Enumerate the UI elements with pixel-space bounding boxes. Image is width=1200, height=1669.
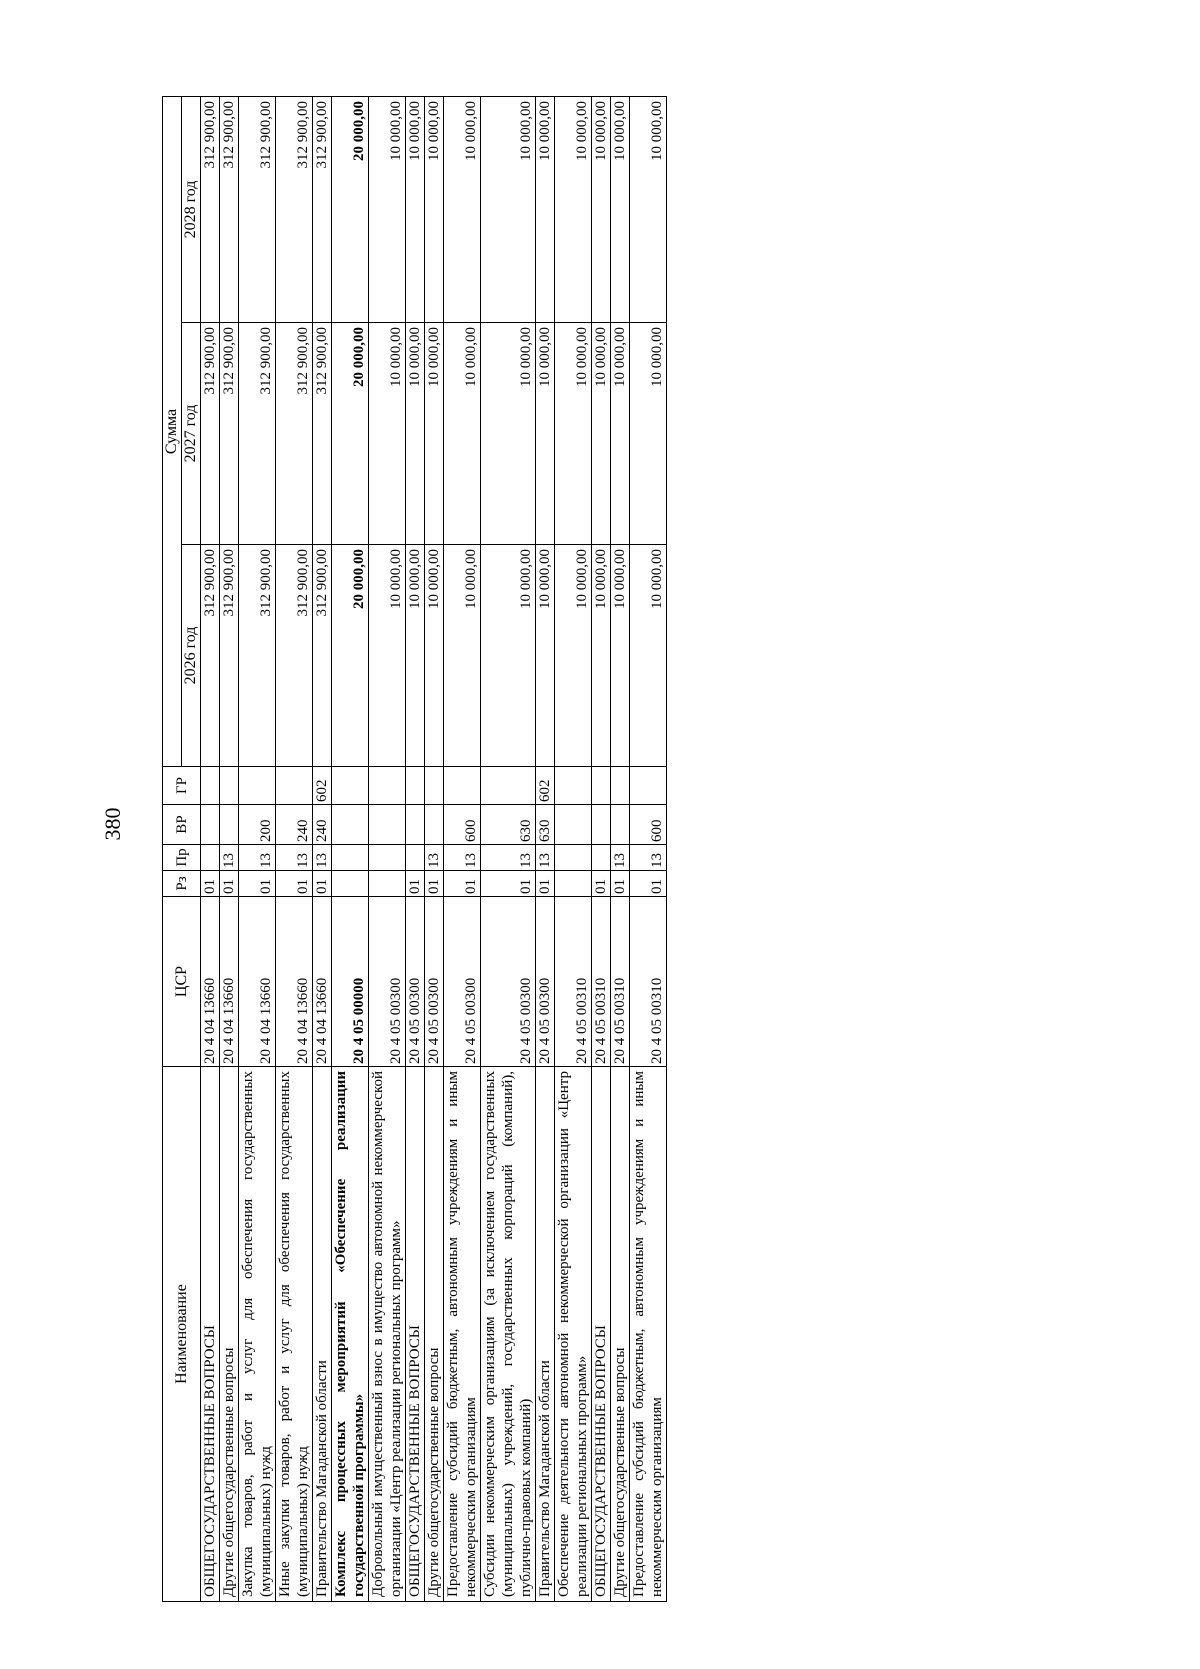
cell-vr xyxy=(555,805,592,845)
cell-vr: 240 xyxy=(276,805,313,845)
cell-2026: 10 000,00 xyxy=(369,545,406,767)
header-2028: 2028 год xyxy=(182,96,201,322)
cell-2026: 312 900,00 xyxy=(220,545,239,767)
cell-2026: 312 900,00 xyxy=(201,545,220,767)
cell-2028: 10 000,00 xyxy=(536,96,555,322)
cell-2027: 10 000,00 xyxy=(536,323,555,545)
table-row xyxy=(425,96,444,1601)
cell-csr: 20 4 04 13660 xyxy=(276,897,313,1067)
table-row xyxy=(332,96,369,1601)
cell-vr xyxy=(592,805,611,845)
cell-name: Другие общегосударственные вопросы xyxy=(425,1067,444,1602)
cell-2027: 10 000,00 xyxy=(592,323,611,545)
cell-vr xyxy=(220,805,239,845)
cell-pr: 13 xyxy=(444,845,481,871)
table-row xyxy=(369,96,406,1601)
cell-pr: 13 xyxy=(536,845,555,871)
cell-2027: 312 900,00 xyxy=(313,323,332,545)
cell-2027: 10 000,00 xyxy=(611,323,630,545)
cell-2028: 10 000,00 xyxy=(444,96,481,322)
cell-2027: 10 000,00 xyxy=(555,323,592,545)
cell-rz: 01 xyxy=(313,871,332,897)
cell-2028: 10 000,00 xyxy=(481,96,536,322)
cell-vr xyxy=(611,805,630,845)
cell-name: Закупка товаров, работ и услуг для обеспечения государственных (муниципальных) нужд xyxy=(239,1067,276,1602)
table-row xyxy=(611,96,630,1601)
cell-2028: 10 000,00 xyxy=(630,96,667,322)
cell-rz xyxy=(332,871,369,897)
cell-vr xyxy=(201,805,220,845)
header-pr: Пр xyxy=(163,845,201,871)
cell-csr: 20 4 05 00300 xyxy=(425,897,444,1067)
cell-csr: 20 4 05 00000 xyxy=(332,897,369,1067)
cell-2026: 10 000,00 xyxy=(406,545,425,767)
cell-pr: 13 xyxy=(220,845,239,871)
cell-2027: 20 000,00 xyxy=(332,323,369,545)
header-sum: Сумма xyxy=(163,96,182,766)
cell-2028: 10 000,00 xyxy=(555,96,592,322)
cell-2026: 10 000,00 xyxy=(630,545,667,767)
cell-rz: 01 xyxy=(276,871,313,897)
cell-pr: 13 xyxy=(313,845,332,871)
cell-name: Иные закупки товаров, работ и услуг для обеспечения государственных (муниципальных) нужд xyxy=(276,1067,313,1602)
cell-csr: 20 4 05 00300 xyxy=(444,897,481,1067)
budget-table xyxy=(162,96,667,1602)
cell-csr: 20 4 05 00310 xyxy=(611,897,630,1067)
cell-gr xyxy=(276,767,313,805)
table-header xyxy=(163,96,201,1601)
cell-csr: 20 4 04 13660 xyxy=(239,897,276,1067)
cell-2026: 312 900,00 xyxy=(313,545,332,767)
cell-name: Правительство Магаданской области xyxy=(536,1067,555,1602)
table-row xyxy=(481,96,536,1601)
cell-csr: 20 4 05 00300 xyxy=(536,897,555,1067)
table-row xyxy=(239,96,276,1601)
cell-name: Другие общегосударственные вопросы xyxy=(220,1067,239,1602)
cell-gr xyxy=(611,767,630,805)
cell-vr: 240 xyxy=(313,805,332,845)
cell-rz: 01 xyxy=(220,871,239,897)
cell-rz: 01 xyxy=(481,871,536,897)
cell-name: Добровольный имущественный взнос в имущество автономной некоммерческой организации «Центр реализации региональных программ» xyxy=(369,1067,406,1602)
cell-pr: 13 xyxy=(239,845,276,871)
cell-rz: 01 xyxy=(630,871,667,897)
header-rz: Рз xyxy=(163,871,201,897)
cell-2028: 312 900,00 xyxy=(276,96,313,322)
table-row xyxy=(444,96,481,1601)
table-row xyxy=(555,96,592,1601)
cell-name: Субсидии некоммерческим организациям (за исключением государственных (муниципальных) учреждений, государственных корпораций (компаний), публично-правовых компаний) xyxy=(481,1067,536,1602)
cell-name: ОБЩЕГОСУДАРСТВЕННЫЕ ВОПРОСЫ xyxy=(592,1067,611,1602)
cell-rz xyxy=(555,871,592,897)
cell-vr xyxy=(369,805,406,845)
cell-gr xyxy=(332,767,369,805)
cell-name: ОБЩЕГОСУДАРСТВЕННЫЕ ВОПРОСЫ xyxy=(201,1067,220,1602)
cell-rz: 01 xyxy=(406,871,425,897)
cell-2027: 10 000,00 xyxy=(406,323,425,545)
cell-2027: 10 000,00 xyxy=(444,323,481,545)
cell-gr xyxy=(239,767,276,805)
cell-2028: 312 900,00 xyxy=(313,96,332,322)
cell-vr: 200 xyxy=(239,805,276,845)
cell-csr: 20 4 05 00300 xyxy=(406,897,425,1067)
cell-2026: 10 000,00 xyxy=(444,545,481,767)
cell-2026: 312 900,00 xyxy=(239,545,276,767)
cell-gr xyxy=(555,767,592,805)
cell-2026: 10 000,00 xyxy=(611,545,630,767)
cell-csr: 20 4 05 00310 xyxy=(555,897,592,1067)
cell-2028: 312 900,00 xyxy=(220,96,239,322)
cell-rz: 01 xyxy=(239,871,276,897)
cell-vr: 630 xyxy=(536,805,555,845)
cell-pr: 13 xyxy=(276,845,313,871)
cell-2027: 10 000,00 xyxy=(630,323,667,545)
table-body xyxy=(201,96,667,1601)
cell-2027: 10 000,00 xyxy=(425,323,444,545)
cell-csr: 20 4 05 00300 xyxy=(481,897,536,1067)
cell-2026: 20 000,00 xyxy=(332,545,369,767)
cell-rz: 01 xyxy=(444,871,481,897)
cell-csr: 20 4 04 13660 xyxy=(313,897,332,1067)
cell-2026: 10 000,00 xyxy=(425,545,444,767)
cell-gr xyxy=(630,767,667,805)
cell-2028: 20 000,00 xyxy=(332,96,369,322)
cell-vr: 600 xyxy=(630,805,667,845)
cell-csr: 20 4 05 00310 xyxy=(630,897,667,1067)
cell-pr: 13 xyxy=(630,845,667,871)
cell-2026: 312 900,00 xyxy=(276,545,313,767)
cell-csr: 20 4 04 13660 xyxy=(201,897,220,1067)
cell-rz xyxy=(369,871,406,897)
cell-vr: 630 xyxy=(481,805,536,845)
cell-2027: 312 900,00 xyxy=(239,323,276,545)
cell-pr: 13 xyxy=(611,845,630,871)
cell-rz: 01 xyxy=(536,871,555,897)
cell-name: Комплекс процессных мероприятий «Обеспечение реализации государственной программы» xyxy=(332,1067,369,1602)
table-row xyxy=(592,96,611,1601)
cell-rz: 01 xyxy=(425,871,444,897)
cell-csr: 20 4 04 13660 xyxy=(220,897,239,1067)
cell-2028: 10 000,00 xyxy=(592,96,611,322)
header-csr: ЦСР xyxy=(163,897,201,1067)
cell-rz: 01 xyxy=(201,871,220,897)
cell-gr: 602 xyxy=(536,767,555,805)
cell-2028: 10 000,00 xyxy=(406,96,425,322)
table-row xyxy=(313,96,332,1601)
cell-2028: 10 000,00 xyxy=(611,96,630,322)
cell-2027: 312 900,00 xyxy=(201,323,220,545)
header-2027: 2027 год xyxy=(182,323,201,545)
table-row xyxy=(630,96,667,1601)
header-vr: ВР xyxy=(163,805,201,845)
table-row xyxy=(536,96,555,1601)
cell-name: Предоставление субсидий бюджетным, автономным учреждениям и иным некоммерческим организациям xyxy=(630,1067,667,1602)
cell-2027: 312 900,00 xyxy=(220,323,239,545)
cell-vr xyxy=(406,805,425,845)
cell-gr xyxy=(592,767,611,805)
cell-vr: 600 xyxy=(444,805,481,845)
cell-2028: 10 000,00 xyxy=(425,96,444,322)
table-row xyxy=(406,96,425,1601)
cell-pr xyxy=(369,845,406,871)
cell-pr xyxy=(592,845,611,871)
cell-gr xyxy=(369,767,406,805)
cell-pr xyxy=(201,845,220,871)
cell-vr xyxy=(425,805,444,845)
cell-2028: 312 900,00 xyxy=(239,96,276,322)
cell-gr xyxy=(220,767,239,805)
cell-pr: 13 xyxy=(425,845,444,871)
cell-2026: 10 000,00 xyxy=(592,545,611,767)
cell-2028: 10 000,00 xyxy=(369,96,406,322)
rotated-table-container xyxy=(162,97,1002,1602)
cell-rz: 01 xyxy=(611,871,630,897)
cell-gr xyxy=(444,767,481,805)
cell-2027: 312 900,00 xyxy=(276,323,313,545)
cell-rz: 01 xyxy=(592,871,611,897)
cell-name: Правительство Магаданской области xyxy=(313,1067,332,1602)
cell-csr: 20 4 05 00300 xyxy=(369,897,406,1067)
cell-2028: 312 900,00 xyxy=(201,96,220,322)
cell-2026: 10 000,00 xyxy=(481,545,536,767)
cell-pr: 13 xyxy=(481,845,536,871)
cell-pr xyxy=(406,845,425,871)
cell-gr: 602 xyxy=(313,767,332,805)
cell-gr xyxy=(201,767,220,805)
cell-name: Обеспечение деятельности автономной некоммерческой организации «Центр реализации региональных программ» xyxy=(555,1067,592,1602)
cell-csr: 20 4 05 00310 xyxy=(592,897,611,1067)
cell-2026: 10 000,00 xyxy=(555,545,592,767)
header-2026: 2026 год xyxy=(182,545,201,767)
table-row xyxy=(276,96,313,1601)
cell-name: Предоставление субсидий бюджетным, автономным учреждениям и иным некоммерческим организациям xyxy=(444,1067,481,1602)
cell-pr xyxy=(555,845,592,871)
header-name: Наименование xyxy=(163,1067,201,1602)
cell-vr xyxy=(332,805,369,845)
header-gr: ГР xyxy=(163,767,201,805)
page-number: 380 xyxy=(100,807,125,841)
cell-pr xyxy=(332,845,369,871)
cell-name: ОБЩЕГОСУДАРСТВЕННЫЕ ВОПРОСЫ xyxy=(406,1067,425,1602)
cell-2027: 10 000,00 xyxy=(369,323,406,545)
cell-gr xyxy=(425,767,444,805)
cell-name: Другие общегосударственные вопросы xyxy=(611,1067,630,1602)
cell-2027: 10 000,00 xyxy=(481,323,536,545)
table-row xyxy=(220,96,239,1601)
table-row xyxy=(201,96,220,1601)
cell-gr xyxy=(406,767,425,805)
cell-2026: 10 000,00 xyxy=(536,545,555,767)
cell-gr xyxy=(481,767,536,805)
